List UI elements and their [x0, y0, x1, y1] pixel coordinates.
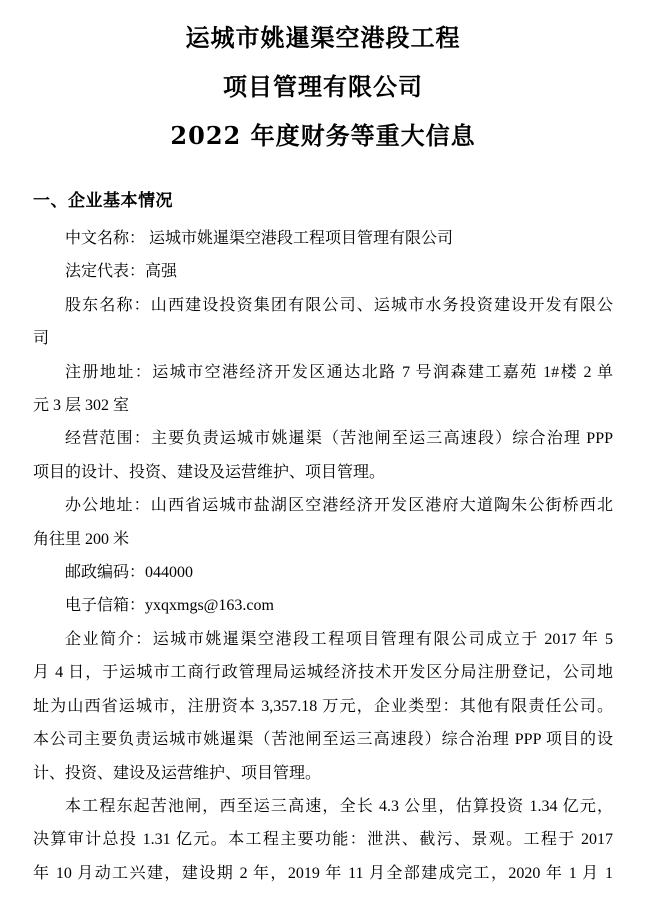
- paragraph: [33, 589, 613, 622]
- paragraph-line: 股东名称：山西建设投资集团有限公司、运城市水务投资建设开发有限公: [65, 296, 613, 314]
- paragraph-line: 企业简介：运城市姚暹渠空港段工程项目管理有限公司成立于 2017 年 5: [65, 630, 613, 648]
- paragraph: [33, 556, 613, 589]
- document-title: [33, 23, 613, 150]
- paragraph-line: 电子信箱：yxqxmgs@163.com: [65, 597, 274, 615]
- paragraph-line: 年 10 月动工兴建，建设期 2 年，2019 年 11 月全部建成完工，2020 年 1 月 1: [33, 864, 613, 882]
- paragraph-line: 本工程东起苦池闸，西至运三高速，全长 4.3 公里，估算投资 1.34 亿元，: [65, 797, 613, 815]
- paragraph: [33, 222, 613, 255]
- paragraph: [33, 422, 613, 489]
- paragraph-line: 项目的设计、投资、建设及运营维护、项目管理。: [33, 463, 386, 481]
- paragraph-line: 办公地址：山西省运城市盐湖区空港经济开发区港府大道陶朱公街桥西北: [65, 497, 613, 515]
- paragraph-line: 经营范围：主要负责运城市姚暹渠（苦池闸至运三高速段）综合治理 PPP: [65, 430, 613, 448]
- paragraph-line: 址为山西省运城市，注册资本 3,357.18 万元，企业类型：其他有限责任公司。: [33, 697, 613, 715]
- paragraph: [33, 255, 613, 288]
- section-heading-basic-info: 一、企业基本情况: [33, 191, 173, 211]
- paragraph-line: 邮政编码：044000: [65, 564, 194, 582]
- paragraph-line: 法定代表：高强: [65, 263, 178, 281]
- paragraph: [33, 790, 613, 890]
- paragraph-line: 司: [33, 330, 50, 348]
- paragraph: [33, 289, 613, 356]
- paragraph-line: 元 3 层 302 室: [33, 397, 130, 415]
- title-line-2: 项目管理有限公司: [223, 72, 423, 101]
- paragraph: [33, 356, 613, 423]
- paragraph-line: 注册地址：运城市空港经济开发区通达北路 7 号润森建工嘉苑 1#楼 2 单: [65, 363, 613, 381]
- document-body: [33, 222, 613, 890]
- paragraph-line: 角往里 200 米: [33, 530, 130, 548]
- paragraph-line: 中文名称： 运城市姚暹渠空港段工程项目管理有限公司: [65, 230, 454, 247]
- paragraph: [33, 489, 613, 556]
- paragraph-line: 月 4 日，于运城市工商行政管理局运城经济技术开发区分局注册登记，公司地: [33, 664, 613, 682]
- paragraph-line: 计、投资、建设及运营维护、项目管理。: [33, 764, 322, 782]
- paragraph-line: 决算审计总投 1.31 亿元。本工程主要功能：泄洪、截污、景观。工程于 2017: [33, 831, 613, 849]
- title-line-3: 2022 年度财务等重大信息: [170, 121, 476, 150]
- paragraph: [33, 623, 613, 790]
- title-line-1: 运城市姚暹渠空港段工程: [185, 23, 461, 52]
- paragraph-line: 本公司主要负责运城市姚暹渠（苦池闸至运三高速段）综合治理 PPP 项目的设: [33, 731, 613, 749]
